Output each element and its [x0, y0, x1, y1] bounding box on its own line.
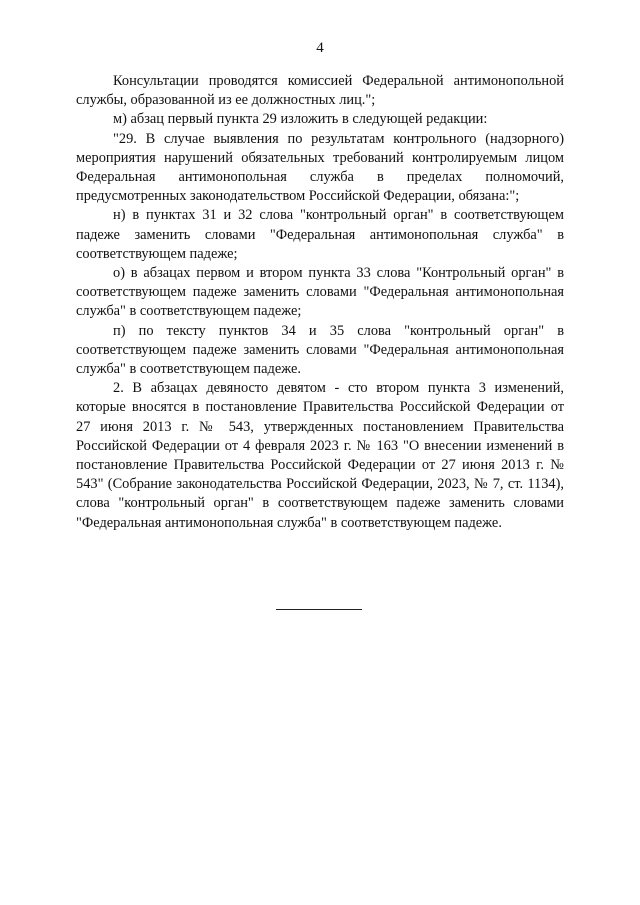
paragraph-item-m: м) абзац первый пункта 29 изложить в следующей редакции:	[113, 111, 488, 128]
page-number: 4	[316, 40, 324, 56]
paragraph-section-2: 2. В абзацах девяносто девятом - сто втором пункта 3 изменений, которые вносятся в постановление Правительства Российской Федерации от 27 июня 2013 г. № 543, утвержденных постановлением Правительства Российской Федерации от 4 февраля 2023 г. № 163 "О внесении изменений в постановление Правительства Российской Федерации от 27 июня 2013 г. № 543" (Собрание законодательства Российской Федерации, 2023, № 7, ст. 1134), слова "контрольный орган" в соответствующем падеже заменить словами "Федеральная антимонопольная служба" в соответствующем падеже.	[76, 380, 564, 531]
paragraph-item-n: н) в пунктах 31 и 32 слова "контрольный орган" в соответствующем падеже заменить словами "Федеральная антимонопольная служба" в соответствующем падеже;	[76, 207, 564, 262]
paragraph-consultations: Консультации проводятся комиссией Федеральной антимонопольной службы, образованной из ее должностных лиц.";	[76, 73, 564, 109]
paragraph-item-p: п) по тексту пунктов 34 и 35 слова "контрольный орган" в соответствующем падеже заменить словами "Федеральная антимонопольная служба" в соответствующем падеже.	[76, 322, 564, 378]
paragraph-item-o: о) в абзацах первом и втором пункта 33 слова "Контрольный орган" в соответствующем падеже заменить словами "Федеральная антимонопольная служба" в соответствующем падеже;	[76, 265, 564, 320]
end-separator-line	[276, 609, 362, 610]
paragraph-point-29-text: "29. В случае выявления по результатам контрольного (надзорного) мероприятия нарушений обязательных требований контролируемым лицом Федеральная антимонопольная служба в пределах полномочий, предусмотренных законодательством Российской Федерации, обязана:";	[76, 130, 564, 205]
document-body	[76, 72, 564, 533]
